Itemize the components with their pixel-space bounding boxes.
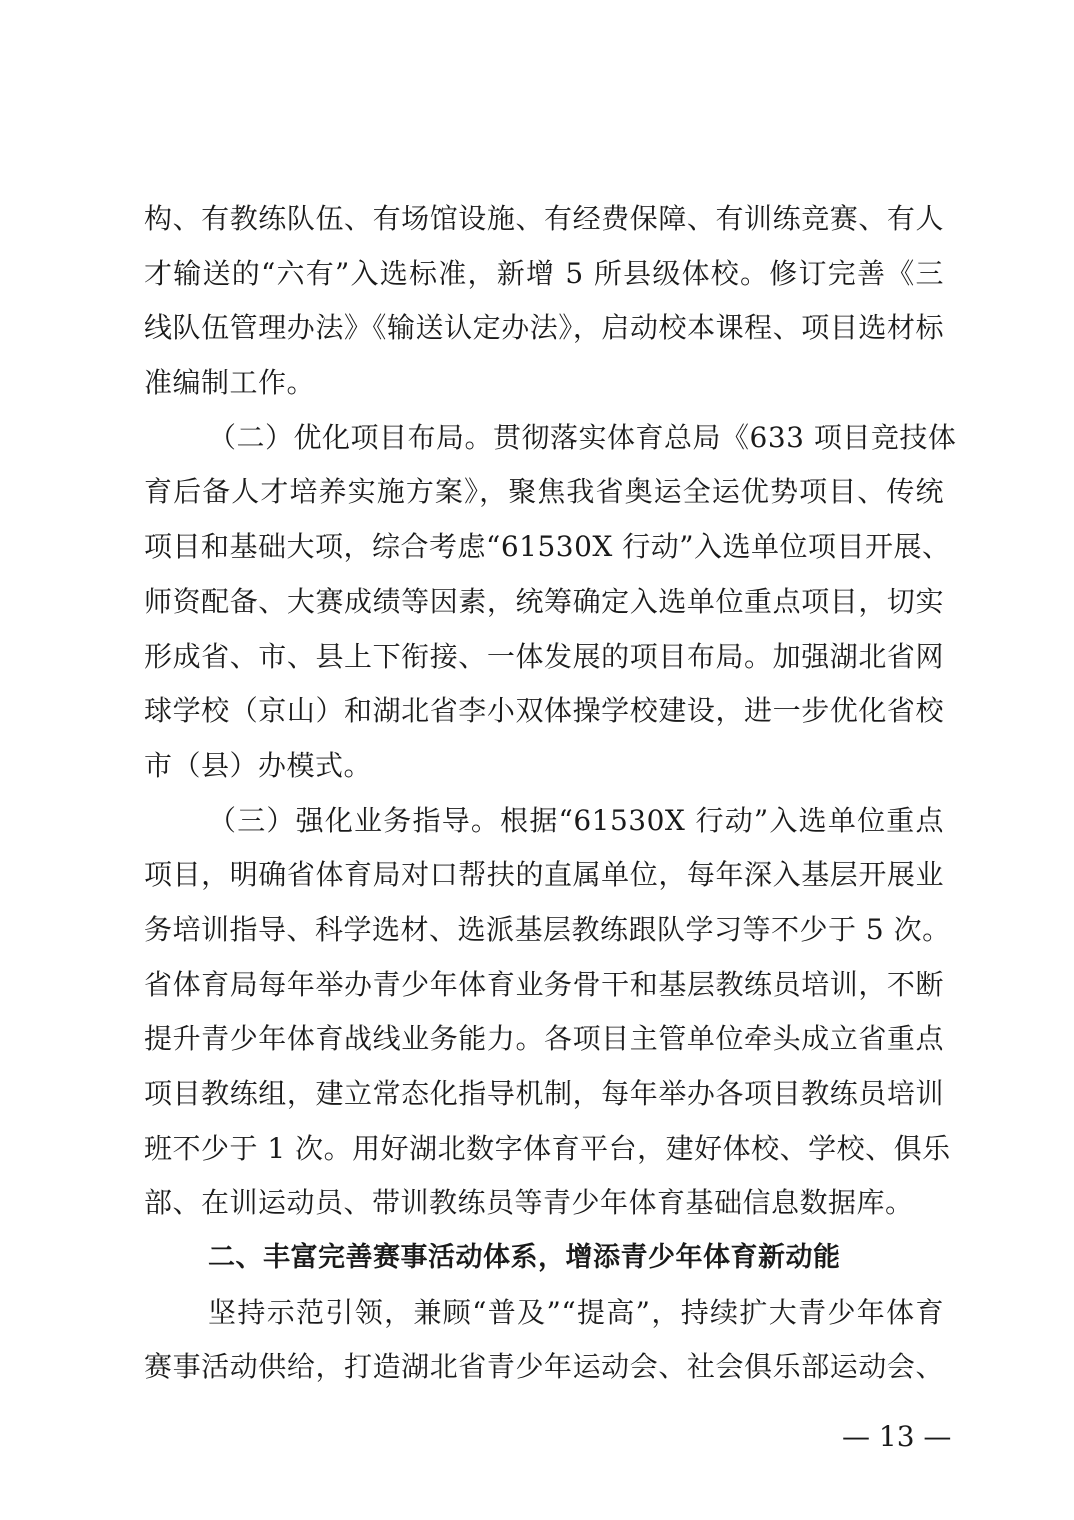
- text-line: 师资配备、大赛成绩等因素，统筹确定入选单位重点项目，切实: [144, 584, 944, 618]
- text-line: 市（县）办模式。: [144, 748, 373, 782]
- text-line: 部、在训运动员、带训教练员等青少年体育基础信息数据库。: [144, 1186, 914, 1220]
- text-line: 准编制工作。: [144, 366, 316, 400]
- body-text: [144, 192, 957, 1395]
- text-line: 球学校（京山）和湖北省李小双体操学校建设，进一步优化省校: [144, 694, 944, 728]
- text-line: 构、有教练队伍、有场馆设施、有经费保障、有训练竞赛、有人: [144, 202, 944, 235]
- text-line: 形成省、市、县上下衔接、一体发展的项目布局。加强湖北省网: [144, 639, 944, 673]
- section-2-first-line: （二）优化项目布局。贯彻落实体育总局《633 项目竞技体: [208, 420, 957, 454]
- text-line: 赛事活动供给，打造湖北省青少年运动会、社会俱乐部运动会、: [144, 1350, 944, 1384]
- text-line: 班不少于 1 次。用好湖北数字体育平台，建好体校、学校、俱乐: [144, 1131, 951, 1165]
- text-line: 务培训指导、科学选材、选派基层教练跟队学习等不少于 5 次。: [144, 912, 951, 946]
- text-line: 项目和基础大项，综合考虑“61530X 行动”入选单位项目开展、: [144, 530, 951, 564]
- text-line: 项目，明确省体育局对口帮扶的直属单位，每年深入基层开展业: [144, 858, 944, 892]
- section-3-first-line: （三）强化业务指导。根据“61530X 行动”入选单位重点: [208, 803, 944, 837]
- section-heading: 二、丰富完善赛事活动体系，增添青少年体育新动能: [208, 1242, 841, 1274]
- text-line: 线队伍管理办法》《输送认定办法》，启动校本课程、项目选材标: [144, 311, 944, 345]
- text-line: 才输送的“六有”入选标准，新增 5 所县级体校。修订完善《三: [144, 256, 944, 290]
- text-line: 项目教练组，建立常态化指导机制，每年举办各项目教练员培训: [144, 1077, 944, 1110]
- text-line: 省体育局每年举办青少年体育业务骨干和基层教练员培训，不断: [144, 967, 944, 1001]
- page-number: — 13 —: [842, 1420, 952, 1453]
- text-line: 坚持示范引领，兼顾“普及”“提高”，持续扩大青少年体育: [208, 1295, 944, 1329]
- text-line: 育后备人才培养实施方案》，聚焦我省奥运全运优势项目、传统: [144, 475, 944, 509]
- text-line: 提升青少年体育战线业务能力。各项目主管单位牵头成立省重点: [144, 1022, 944, 1056]
